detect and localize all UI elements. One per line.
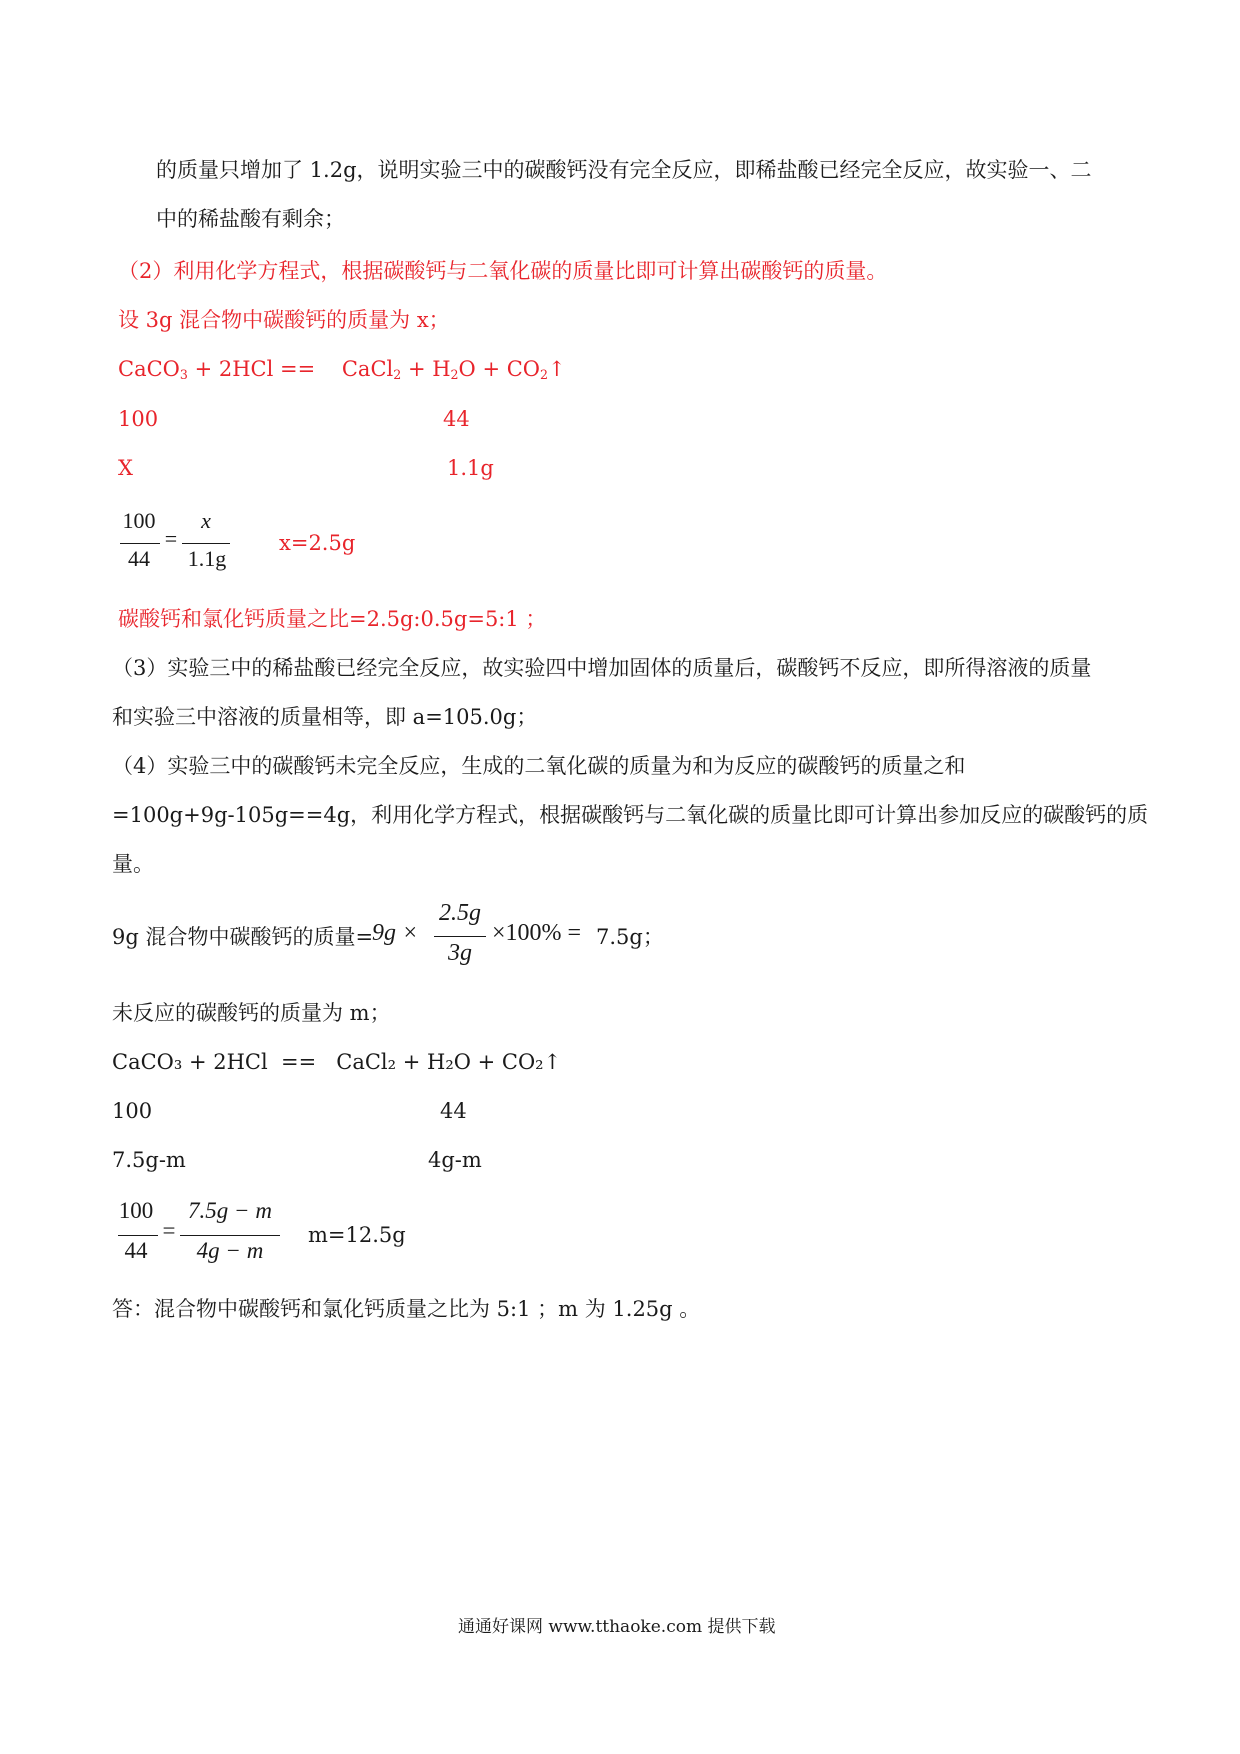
answer-line: 答：混合物中碳酸钙和氯化钙质量之比为 5:1 ；m 为 1.25g 。	[112, 1297, 701, 1321]
text-line: 设 3g 混合物中碳酸钙的质量为 x；	[118, 308, 450, 332]
fraction-numerator: 100	[118, 1198, 154, 1223]
fraction-denominator: 44	[124, 1238, 148, 1263]
fraction-numerator: 2.5g	[439, 900, 481, 926]
text-line: 和实验三中溶液的质量相等，即 a=105.0g；	[112, 705, 538, 729]
equals-sign: =	[162, 1218, 176, 1243]
text-line: （4）实验三中的碳酸钙未完全反应，生成的二氧化碳的质量为和为反应的碳酸钙的质量之和	[112, 754, 966, 778]
ratio-value: 44	[443, 407, 470, 431]
text-line: 量。	[112, 852, 154, 876]
text-line: 9g 混合物中碳酸钙的质量=	[112, 925, 374, 949]
chemical-equation: CaCO$_3$ + 2HCl == CaCl$_2$ + $H_2O$ + $CO_2↑$	[118, 357, 566, 383]
fraction-numerator: x	[201, 508, 211, 533]
ratio-value: 100	[112, 1099, 153, 1123]
ratio-value: 7.5g-m	[112, 1148, 186, 1172]
fraction	[432, 900, 492, 974]
section-heading: （2）利用化学方程式，根据碳酸钙与二氧化碳的质量比即可计算出碳酸钙的质量。	[118, 259, 888, 283]
fraction-bar	[120, 543, 160, 544]
ratio-value: 100	[118, 407, 159, 431]
equals-sign: =	[164, 526, 178, 551]
fraction-denominator: 1.1g	[187, 546, 227, 571]
text-line: （3）实验三中的稀盐酸已经完全反应，故实验四中增加固体的质量后，碳酸钙不反应，即所得溶液的质量	[112, 656, 1092, 680]
fraction-numerator: 7.5g − m	[188, 1198, 272, 1223]
fraction-equation	[118, 508, 238, 580]
math-expression: 9g ×	[372, 920, 419, 946]
text-line: =100g+9g-105g==4g，利用化学方程式，根据碳酸钙与二氧化碳的质量比即可计算出参加反应的碳酸钙的质	[112, 803, 1149, 827]
result-value: x=2.5g	[279, 531, 356, 555]
ratio-value: 1.1g	[447, 456, 494, 480]
text-line: 未反应的碳酸钙的质量为 m；	[112, 1001, 391, 1025]
ratio-value: 44	[440, 1099, 467, 1123]
fraction-bar	[182, 543, 230, 544]
text-line: 中的稀盐酸有剩余；	[156, 207, 345, 231]
result-value: m=12.5g	[308, 1223, 406, 1247]
fraction-bar	[180, 1235, 280, 1236]
fraction-numerator: 100	[122, 508, 156, 533]
fraction-denominator: 3g	[448, 940, 472, 966]
page-footer: 通通好课网 www.tthaoke.com 提供下载	[458, 1617, 776, 1637]
text-line: 的质量只增加了 1.2g，说明实验三中的碳酸钙没有完全反应，即稀盐酸已经完全反应，故实验一、二	[156, 158, 1092, 182]
math-expression: ×100% =	[492, 920, 582, 946]
fraction-denominator: 4g − m	[196, 1238, 264, 1263]
fraction-denominator: 44	[128, 546, 150, 571]
ratio-value: X	[118, 456, 133, 480]
ratio-value: 4g-m	[428, 1148, 482, 1172]
fraction-bar	[434, 936, 486, 937]
ratio-statement: 碳酸钙和氯化钙质量之比=2.5g:0.5g=5:1 ；	[118, 607, 547, 631]
fraction-equation	[114, 1198, 284, 1274]
chemical-equation: CaCO₃ + 2HCl == CaCl₂ + H₂O + CO₂↑	[112, 1050, 562, 1074]
result-value: 7.5g；	[596, 925, 664, 949]
fraction-bar	[118, 1235, 158, 1236]
